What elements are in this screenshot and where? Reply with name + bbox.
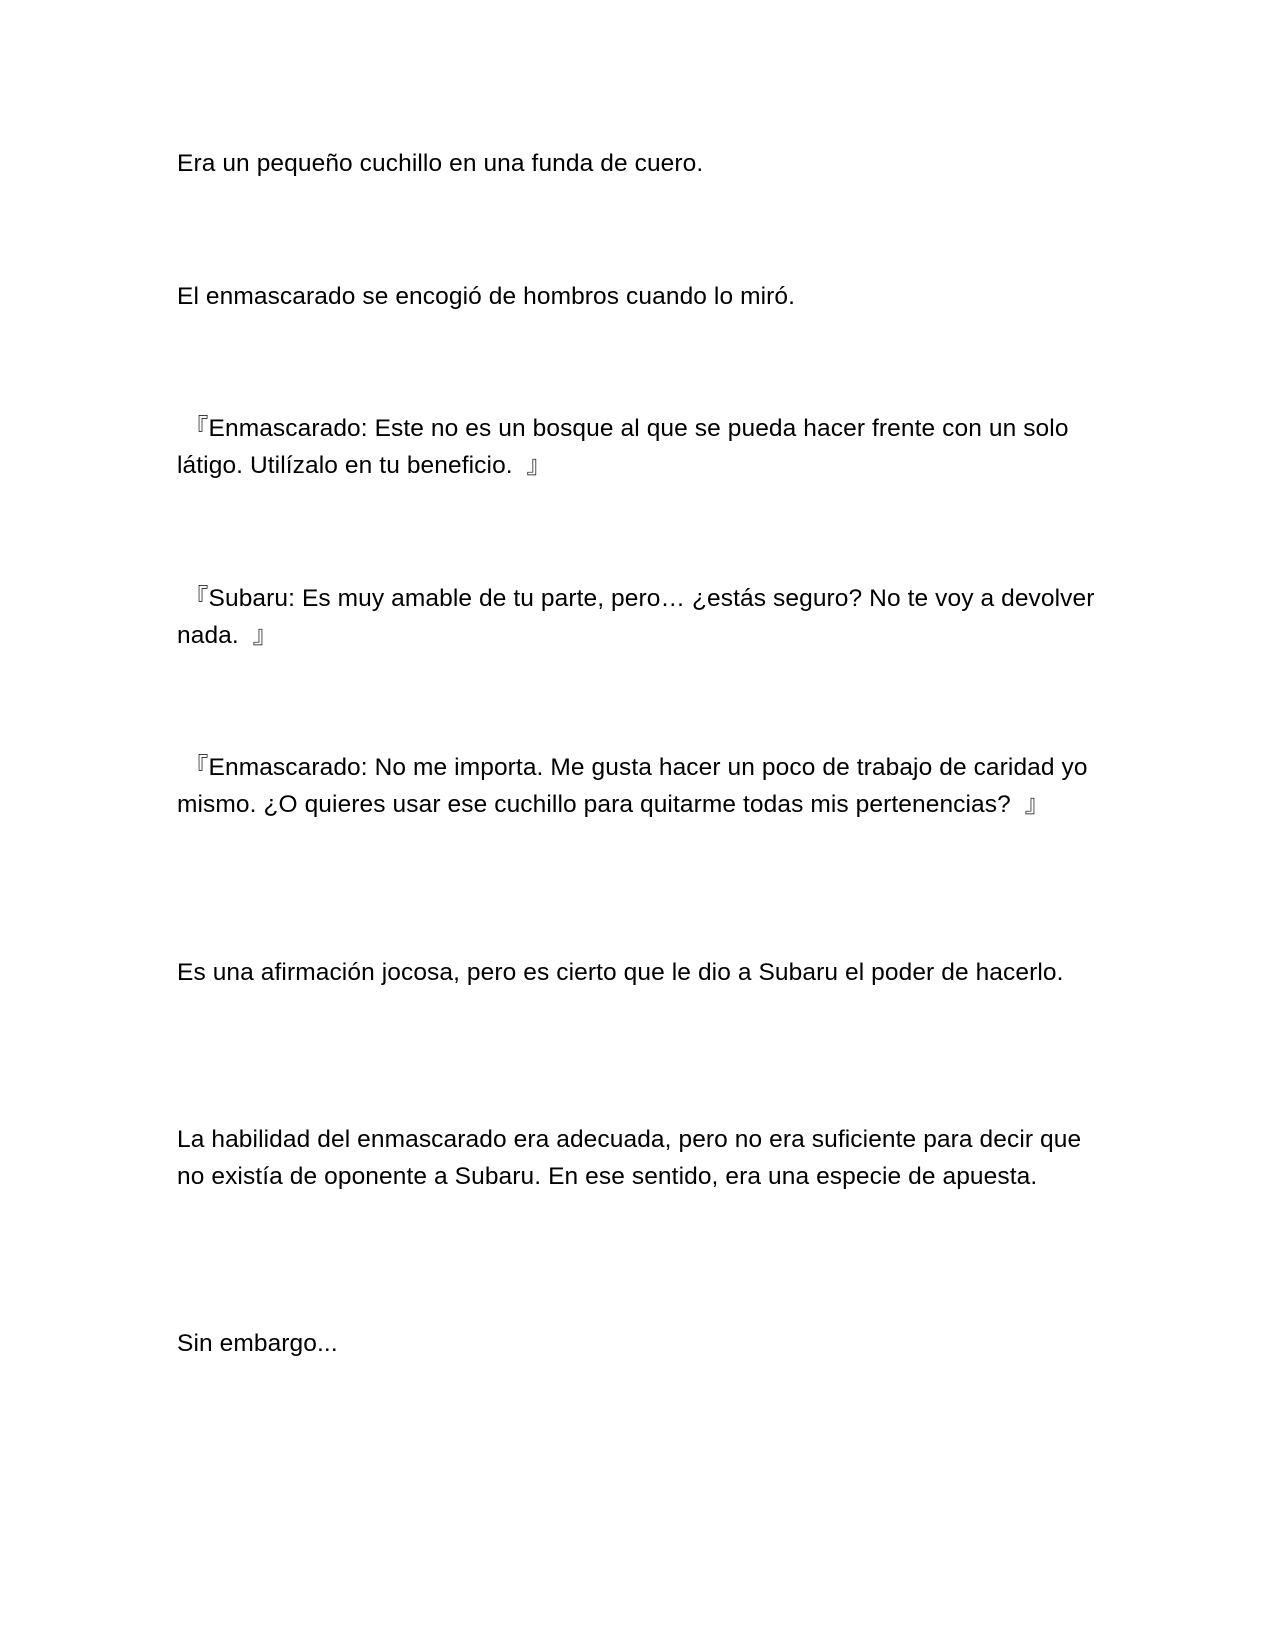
paragraph-1: Era un pequeño cuchillo en una funda de cuero. — [177, 150, 704, 177]
paragraph-2: El enmascarado se encogió de hombros cuando lo miró. — [177, 283, 796, 310]
paragraph-7: La habilidad del enmascarado era adecuada, pero no era suficiente para decir que no existía de oponente a Subaru. En ese sentido, era una especie de apuesta. — [177, 1126, 1089, 1190]
dialogue-enmascarado-1: 『Enmascarado: Este no es un bosque al que se pueda hacer frente con un solo látigo. Utilízalo en tu beneficio. 』 — [177, 415, 1076, 479]
dialogue-subaru-1: 『Subaru: Es muy amable de tu parte, pero… ¿estás seguro? No te voy a devolver nada. 』 — [177, 585, 1102, 649]
dialogue-enmascarado-2: 『Enmascarado: No me importa. Me gusta hacer un poco de trabajo de caridad yo mismo. ¿O quieres usar ese cuchillo para quitarme todas mis pertenencias? 』 — [177, 754, 1095, 818]
paragraph-8: Sin embargo... — [177, 1330, 338, 1357]
paragraph-6: Es una afirmación jocosa, pero es cierto que le dio a Subaru el poder de hacerlo. — [177, 959, 1064, 986]
